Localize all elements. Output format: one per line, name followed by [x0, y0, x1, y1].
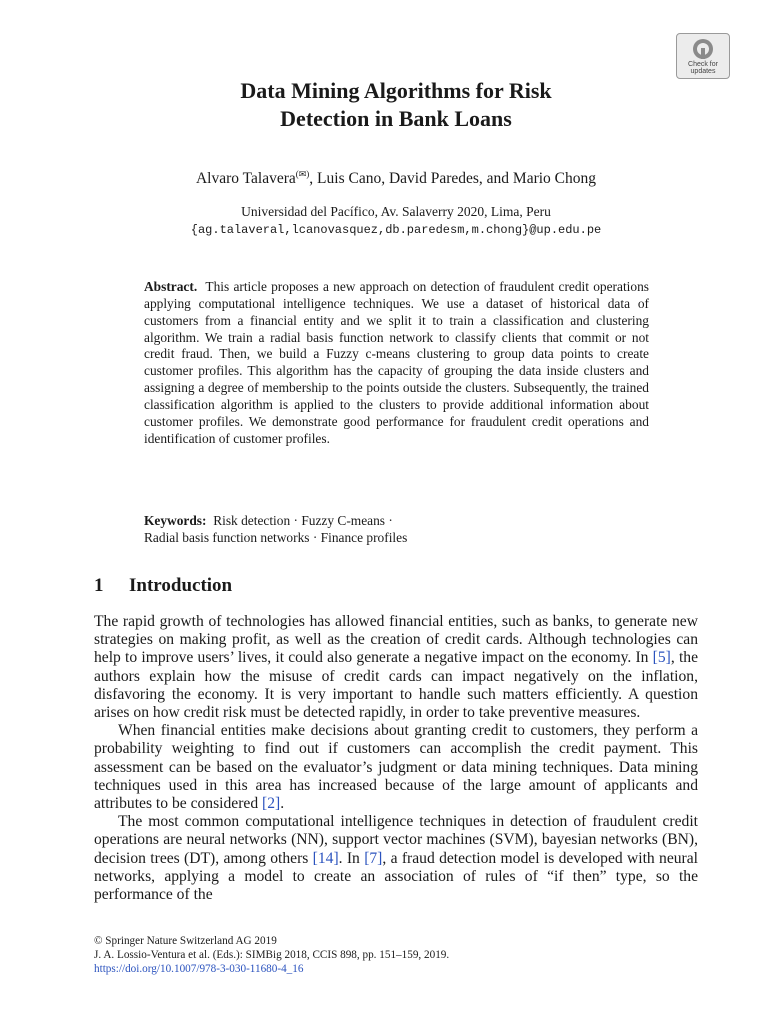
abstract-label: Abstract.: [144, 279, 198, 294]
copyright-notice: © Springer Nature Switzerland AG 2019: [94, 935, 277, 947]
doi-link[interactable]: https://doi.org/10.1007/978-3-030-11680-4_16: [94, 963, 304, 975]
section-heading: [94, 575, 232, 597]
keywords-label: Keywords:: [144, 513, 207, 528]
citation-info: J. A. Lossio-Ventura et al. (Eds.): SIMBig 2018, CCIS 898, pp. 151–159, 2019.: [94, 949, 450, 961]
paragraph-2-text-b: .: [280, 795, 285, 813]
footer: [94, 934, 449, 976]
paragraph-1: [94, 613, 698, 722]
body-text: [94, 613, 698, 904]
author-rest: , Luis Cano, David Paredes, and Mario Chong: [309, 170, 597, 187]
keywords-line-1: Risk detection · Fuzzy C-means ·: [213, 513, 393, 528]
author-emails: {ag.talaveral,lcanovasquez,db.paredesm,m.chong}@up.edu.pe: [190, 223, 602, 237]
section-title: Introduction: [129, 575, 233, 596]
keywords-line-2: Radial basis function networks · Finance profiles: [144, 530, 408, 545]
abstract: [144, 279, 649, 447]
citation-link-5[interactable]: [5]: [652, 649, 671, 667]
paper-title: [94, 77, 698, 133]
abstract-text: This article proposes a new approach on detection of fraudulent credit operations applying computational intelligence techniques. We use a dataset of historical data of customers from a financial entity and we split it to train a classification and clustering algorithm. We train a radial basis function network to classify clients that commit or not credit fraud. Then, we build a Fuzzy c-means clustering to group data points to create customer profiles. This algorithm has the capacity of grouping the data inside clusters and assigning a degree of membership to the points outside the clusters. Subsequently, the trained classification algorithm is applied to the clusters to provide additional information about customer profiles. We demonstrate good performance for fraudulent credit operations and identification of customer profiles.: [144, 279, 649, 446]
paragraph-2: [94, 722, 698, 813]
paragraph-3-text-c: , a fraud detection model is developed with neural networks, applying a model to create an association of rules of “if then” type, so the performance of the: [94, 849, 699, 904]
paragraph-3-text-b: . In: [338, 849, 365, 867]
affiliation: [94, 203, 698, 239]
corresponding-author-mark: (✉): [295, 169, 310, 179]
title-line-1: Data Mining Algorithms for Risk: [240, 78, 552, 103]
paragraph-3: [94, 813, 698, 904]
citation-link-2[interactable]: [2]: [262, 795, 281, 813]
citation-link-7[interactable]: [7]: [364, 849, 383, 867]
keywords: [144, 512, 649, 546]
title-line-2: Detection in Bank Loans: [280, 106, 512, 131]
section-number: 1: [94, 575, 104, 596]
check-updates-icon: [691, 37, 715, 61]
paragraph-2-text-a: When financial entities make decisions about granting credit to customers, they perform a probability weighting to find out if customers can accomplish the credit payment. This assessment can be based on the evaluator’s judgment or data mining techniques. Data mining techniques used in this area has increased because of the large amount of applicants and attributes to be considered: [94, 722, 698, 813]
check-for-updates-badge[interactable]: [676, 33, 730, 79]
badge-line-1: Check for: [688, 61, 718, 68]
author-first: Alvaro Talavera: [195, 170, 296, 187]
paragraph-3-text-a: The most common computational intelligence techniques in detection of fraudulent credit operations are neural networks (NN), support vector machines (SVM), bayesian networks (BN), decision trees (DT), among others: [94, 813, 698, 867]
paragraph-1-text-a: The rapid growth of technologies has allowed financial entities, such as banks, to generate new strategies on making profit, as well as the creation of credit cards. Although technologies can help to improve users’ lives, it could also generate a negative impact on the economy. In: [94, 613, 698, 667]
badge-line-2: updates: [690, 68, 716, 75]
affiliation-address: Universidad del Pacífico, Av. Salaverry 2020, Lima, Peru: [241, 204, 551, 219]
author-list: [94, 169, 698, 188]
citation-link-14[interactable]: [14]: [312, 849, 339, 867]
paragraph-1-text-b: , the authors explain how the misuse of credit cards can impact negatively on the inflation, disfavoring the economy. It is very important to handle such matters efficiently. A question arises on how credit risk must be detected rapidly, in order to take preventive measures.: [94, 649, 698, 722]
